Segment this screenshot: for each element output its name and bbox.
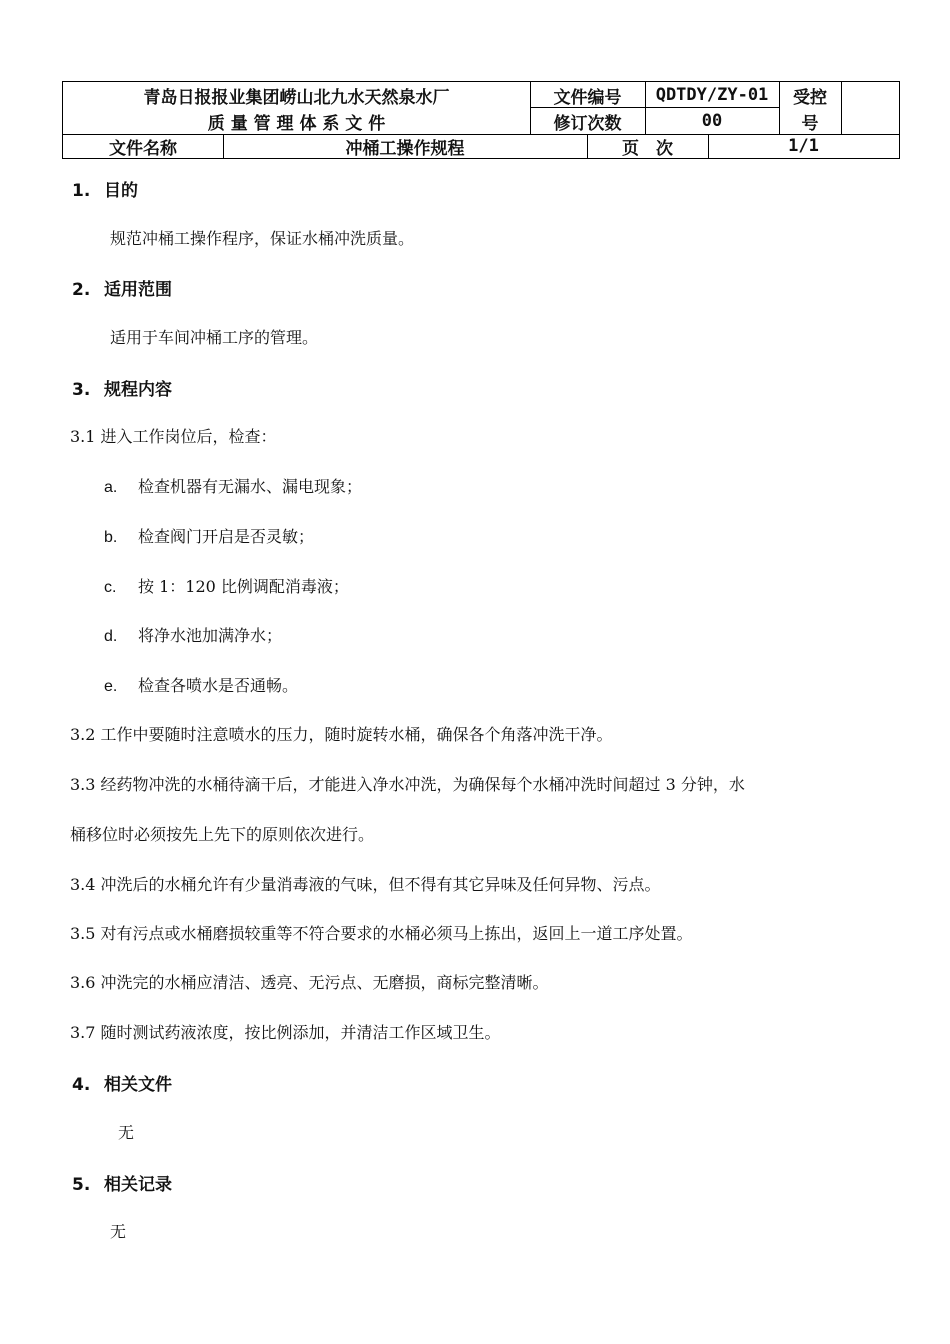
section-title: 规程内容 — [104, 380, 172, 400]
page-label: 页 次 — [622, 138, 673, 159]
checklist-item — [104, 524, 314, 547]
item-text: 按 1：120 比例调配消毒液； — [138, 577, 349, 596]
section-heading-related-records — [72, 1170, 172, 1195]
system-title: 质 量 管 理 体 系 文 件 — [207, 114, 386, 134]
checklist-item — [104, 574, 349, 597]
checklist-item — [104, 623, 282, 646]
scope-text: 适用于车间冲桶工序的管理。 — [110, 328, 319, 347]
item-text: 检查各喷水是否通畅。 — [138, 676, 299, 695]
section-heading-scope — [72, 275, 172, 300]
document-header-table — [62, 81, 900, 159]
checklist-item — [104, 673, 298, 696]
related-docs-text: 无 — [118, 1123, 135, 1142]
controlled-label-2: 号 — [801, 114, 819, 134]
item-text: 将净水池加满净水； — [138, 626, 283, 645]
doc-name-value: 冲桶工操作规程 — [345, 138, 465, 159]
section-number: 1. — [72, 181, 91, 201]
doc-no-value: QDTDY/ZY-01 — [655, 85, 769, 105]
section-heading-purpose — [72, 176, 138, 201]
item-letter: e. — [104, 678, 118, 695]
item-letter: b. — [104, 529, 118, 546]
item-text: 检查机器有无漏水、漏电现象； — [138, 477, 363, 496]
related-records-text: 无 — [110, 1222, 127, 1241]
section-title: 相关文件 — [104, 1075, 172, 1095]
item-text: 检查阀门开启是否灵敏； — [138, 527, 315, 546]
company-name: 青岛日报报业集团崂山北九水天然泉水厂 — [143, 88, 450, 108]
doc-no-label: 文件编号 — [553, 87, 622, 108]
clause-3-2: 3.2 工作中要随时注意喷水的压力，随时旋转水桶，确保各个角落冲洗干净。 — [70, 725, 613, 744]
item-letter: d. — [104, 628, 118, 645]
item-letter: a. — [104, 479, 118, 496]
revision-value: 00 — [701, 111, 723, 131]
purpose-text: 规范冲桶工操作程序，保证水桶冲洗质量。 — [110, 229, 415, 248]
section-title: 相关记录 — [104, 1175, 172, 1195]
doc-name-label: 文件名称 — [109, 138, 177, 159]
page-value: 1/1 — [788, 136, 819, 156]
clause-3-4: 3.4 冲洗后的水桶允许有少量消毒液的气味，但不得有其它异味及任何异物、污点。 — [70, 875, 661, 894]
section-heading-related-docs — [72, 1070, 172, 1095]
clause-3-5: 3.5 对有污点或水桶磨损较重等不符合要求的水桶必须马上拣出，返回上一道工序处置。 — [70, 924, 693, 943]
checklist-item — [104, 474, 362, 497]
section-number: 5. — [72, 1175, 91, 1195]
item-letter: c. — [104, 579, 117, 596]
clause-3-1: 3.1 进入工作岗位后，检查： — [70, 427, 277, 446]
clause-3-3: 3.3 经药物冲洗的水桶待滴干后，才能进入净水冲洗，为确保每个水桶冲洗时间超过 3 分钟，水 — [70, 775, 745, 794]
section-number: 3. — [72, 380, 91, 400]
revision-label: 修订次数 — [553, 113, 622, 134]
section-number: 4. — [72, 1075, 91, 1095]
controlled-number — [841, 82, 899, 134]
clause-3-7: 3.7 随时测试药液浓度，按比例添加，并清洁工作区域卫生。 — [70, 1023, 501, 1042]
clause-3-3-continued: 桶移位时必须按先上先下的原则依次进行。 — [70, 825, 375, 844]
clause-3-6: 3.6 冲洗完的水桶应清洁、透亮、无污点、无磨损，商标完整清晰。 — [70, 973, 549, 992]
section-number: 2. — [72, 280, 91, 300]
controlled-label: 受控 — [793, 88, 827, 108]
section-title: 适用范围 — [104, 280, 172, 300]
section-title: 目的 — [104, 181, 138, 201]
section-heading-procedure — [72, 375, 172, 400]
